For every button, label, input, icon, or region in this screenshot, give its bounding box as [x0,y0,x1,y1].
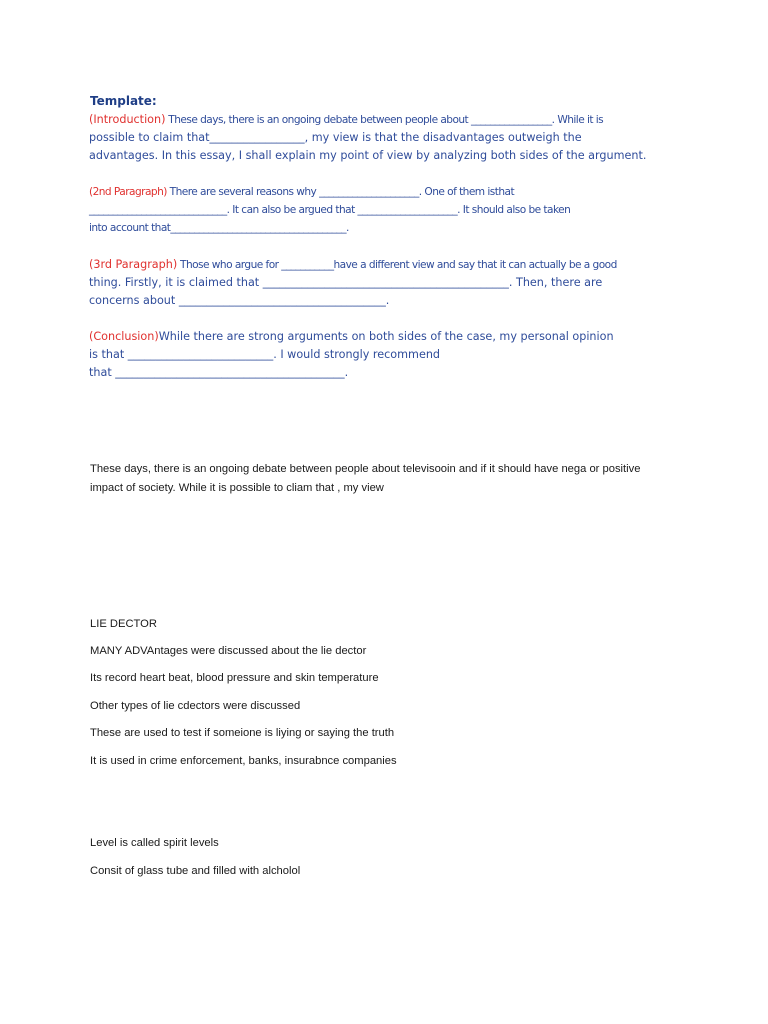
intro-line-1 [89,111,679,129]
conclusion-paragraph [89,328,679,382]
note-item: Its record heart beat, blood pressure and skin temperature [90,672,379,684]
notes-title: LIE DECTOR [90,618,157,630]
second-line-1 [89,183,679,201]
intro-line-3: advantages. In this essay, I shall explain my point of view by analyzing both sides of the argument. [89,149,647,162]
note-item: MANY ADVAntages were discussed about the lie dector [90,645,367,657]
third-text-1b: have a different view and say that it can actually be a good [333,259,617,271]
third-line-3: concerns about _____________________________________. [89,294,390,307]
second-line-3: into account that_____________________________________. [89,222,349,234]
second-paragraph [89,183,679,237]
intro-tag: (Introduction) [89,113,166,126]
third-tag: (3rd Paragraph) [89,258,178,271]
intro-text-1: These days, there is an ongoing debate between people about _________________. While it is [165,114,604,126]
third-paragraph [89,256,679,310]
intro-line-2: possible to claim that_________________, my view is that the disadvantages outweigh the [89,131,582,144]
note-item: These are used to test if someione is liying or saying the truth [90,727,395,739]
second-text-1: There are several reasons why _____________________. One of them isthat [166,186,515,198]
third-line-2: thing. Firstly, it is claimed that ____________________________________________. Then, there are [89,276,603,289]
conclusion-line-1 [89,328,679,346]
level-note-item: Level is called spirit levels [90,837,219,849]
conclusion-line-2: is that __________________________. I would strongly recommend [89,348,441,361]
note-item: Other types of lie cdectors were discussed [90,700,301,712]
note-item: It is used in crime enforcement, banks, insurabnce companies [90,755,397,767]
conclusion-text-1: While there are strong arguments on both sides of the case, my personal opinion [158,330,614,343]
essay-line-1: These days, there is an ongoing debate between people about televisooin and if it should have nega or positive [90,463,641,475]
third-line-1 [89,256,679,274]
third-text-1a: Those who argue for ___________ [177,259,334,271]
second-tag: (2nd Paragraph) [89,186,167,198]
level-note-item: Consit of glass tube and filled with alcholol [90,865,301,877]
essay-line-2: impact of society. While it is possible to cliam that , my view [90,482,384,494]
second-line-2: _____________________________. It can also be argued that _____________________. It should also be taken [89,204,571,216]
template-heading: Template: [90,94,157,108]
conclusion-tag: (Conclusion) [89,330,159,343]
intro-paragraph [89,111,679,165]
conclusion-line-3: that _________________________________________. [89,366,349,379]
